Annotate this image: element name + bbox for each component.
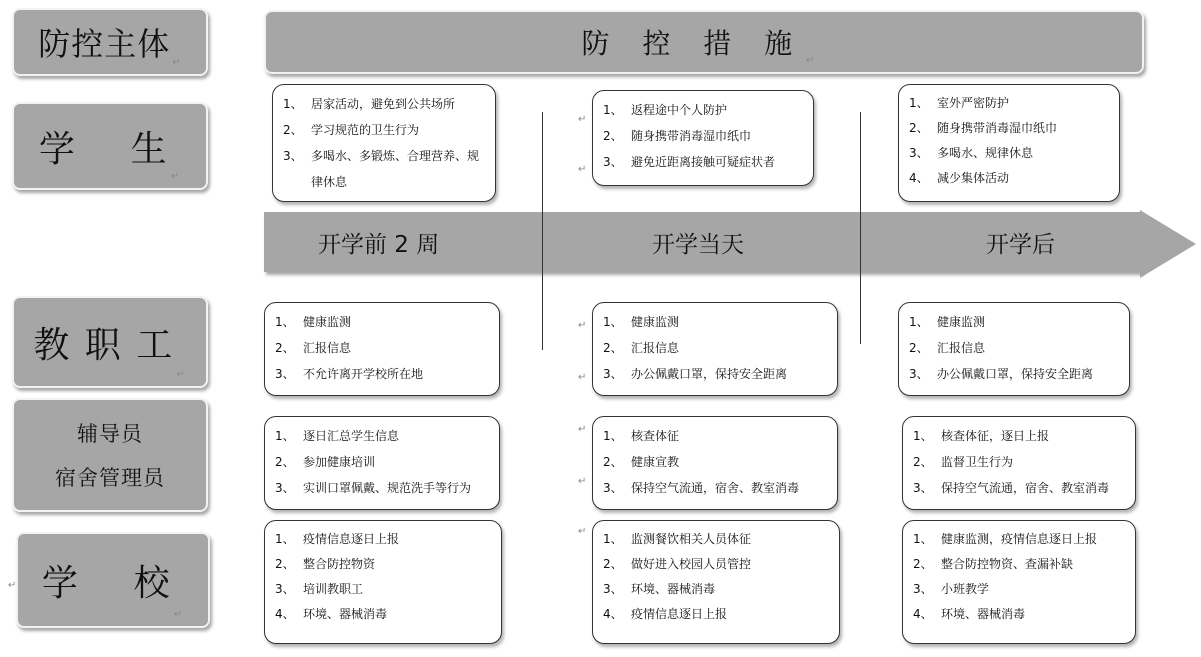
list-item: 1、 健康监测 [275,315,352,329]
cell-staff-day [592,302,838,396]
row-label-staff-text: 教 职 工 [33,324,175,366]
list-item: 2、 整合防控物资、查漏补缺 [913,557,1074,571]
list-item: 1、 健康监测 [909,315,986,329]
timeline-arrow-head [1140,210,1196,278]
paragraph-mark: ↵ [578,114,587,125]
row-label-student-text: 学 生 [38,128,169,170]
list-item: 1、 健康监测 [603,315,680,329]
cell-student-after [898,84,1120,202]
list-item: 2、 学习规范的卫生行为 [283,123,420,137]
paragraph-mark: ↵ [578,164,587,175]
divider-right [860,112,861,344]
paragraph-mark: ↵ [578,372,587,383]
cell-student-before [272,84,496,202]
phase-after: 开学后 [986,232,1055,258]
list-item: 3、 多喝水、多锻炼、合理营养、规律休息 [283,149,480,189]
paragraph-mark: ↵ [578,424,587,435]
list-item: 1、 健康监测，疫情信息逐日上报 [913,532,1098,546]
cell-staff-before [264,302,500,396]
list-item: 3、 不允许离开学校所在地 [275,367,424,381]
list-item: 2、 汇报信息 [909,341,986,355]
cell-school-before [264,520,502,644]
paragraph-mark: ↵ [578,526,587,537]
row-label-counselor-line2: 宿舍管理员 [55,466,165,490]
paragraph-mark: ↵ [8,580,17,591]
list-item: 3、 多喝水、规律休息 [909,146,1034,160]
phase-before: 开学前 2 周 [318,232,440,258]
list-item: 4、 疫情信息逐日上报 [603,607,728,621]
list-item: 4、 环境、器械消毒 [913,607,1026,621]
list-item: 2、 整合防控物资 [275,557,376,571]
list-item: 1、 室外严密防护 [909,96,1010,110]
list-item: 2、 汇报信息 [275,341,352,355]
list-item: 3、 实训口罩佩戴、规范洗手等行为 [275,481,472,495]
row-label-student: 学 生 ↵ [12,102,208,190]
cell-student-day [592,90,814,186]
list-item: 1、 返程途中个人防护 [603,103,728,117]
list-item: 3、 办公佩戴口罩，保持安全距离 [909,367,1094,381]
row-label-school: 学 校 ↵ [16,532,210,628]
list-item: 2、 健康宣教 [603,455,680,469]
cell-counselor-day [592,416,838,510]
cell-counselor-after [902,416,1136,510]
row-label-counselor-line1: 辅导员 [77,422,143,446]
list-item: 1、 核查体征 [603,429,680,443]
measures-header: 防 控 措 施 ↵ [264,10,1144,74]
list-item: 2、 监督卫生行为 [913,455,1014,469]
paragraph-mark: ↵ [578,476,587,487]
list-item: 3、 环境、器械消毒 [603,582,716,596]
list-item: 4、 环境、器械消毒 [275,607,388,621]
phase-day: 开学当天 [652,232,744,258]
subject-header: 防控主体 ↵ [12,8,208,76]
cell-counselor-before [264,416,500,510]
cell-staff-after [898,302,1130,396]
list-item: 3、 保持空气流通，宿舍、教室消毒 [603,481,800,495]
divider-left [542,112,543,350]
cell-school-after [902,520,1136,644]
list-item: 2、 汇报信息 [603,341,680,355]
row-label-staff: 教 职 工 ↵ [12,296,208,388]
paragraph-mark: ↵ [578,320,587,331]
list-item: 2、 参加健康培训 [275,455,376,469]
list-item: 2、 随身携带消毒湿巾纸巾 [603,129,752,143]
list-item: 3、 保持空气流通，宿舍、教室消毒 [913,481,1110,495]
row-label-counselor [12,398,208,512]
list-item: 3、 小班教学 [913,582,990,596]
subject-header-label: 防控主体 [38,25,171,63]
row-label-school-text: 学 校 [41,562,172,604]
list-item: 1、 核查体征，逐日上报 [913,429,1050,443]
list-item: 4、 减少集体活动 [909,171,1010,185]
cell-school-day [592,520,840,644]
list-item: 3、 避免近距离接触可疑症状者 [603,155,776,169]
list-item: 2、 随身携带消毒湿巾纸巾 [909,121,1058,135]
list-item: 1、 逐日汇总学生信息 [275,429,400,443]
list-item: 3、 培训教职工 [275,582,364,596]
measures-header-label: 防 控 措 施 [581,27,805,60]
list-item: 1、 监测餐饮相关人员体征 [603,532,752,546]
list-item: 1、 居家活动，避免到公共场所 [283,97,456,111]
list-item: 2、 做好进入校园人员管控 [603,557,752,571]
list-item: 3、 办公佩戴口罩，保持安全距离 [603,367,788,381]
list-item: 1、 疫情信息逐日上报 [275,532,400,546]
